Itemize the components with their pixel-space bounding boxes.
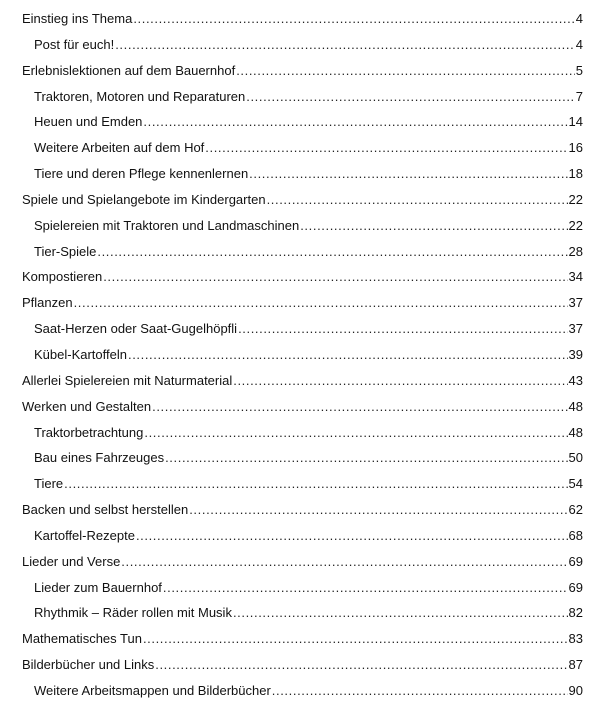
- dot-leader: [272, 678, 568, 704]
- dot-leader: [115, 32, 575, 58]
- dot-leader: [74, 290, 568, 316]
- toc-entry-title: Allerlei Spielereien mit Naturmaterial: [22, 372, 233, 388]
- dot-leader: [121, 549, 567, 575]
- dot-leader: [189, 497, 567, 523]
- toc-entry[interactable]: [22, 316, 583, 342]
- toc-entry-page: 43: [568, 372, 583, 388]
- toc-entry-title: Traktoren, Motoren und Reparaturen: [34, 88, 246, 104]
- toc-entry[interactable]: [22, 342, 583, 368]
- table-of-contents: [22, 6, 583, 704]
- dot-leader: [97, 239, 567, 265]
- dot-leader: [64, 471, 567, 497]
- toc-entry-page: 14: [568, 114, 583, 130]
- toc-entry[interactable]: [22, 523, 583, 549]
- dot-leader: [233, 368, 567, 394]
- toc-entry-page: 48: [568, 424, 583, 440]
- toc-entry[interactable]: [22, 239, 583, 265]
- toc-entry[interactable]: [22, 652, 583, 678]
- toc-entry-title: Saat-Herzen oder Saat-Gugelhöpfli: [34, 321, 238, 337]
- toc-entry-title: Rhythmik – Räder rollen mit Musik: [34, 605, 232, 621]
- toc-entry[interactable]: [22, 32, 583, 58]
- dot-leader: [249, 161, 567, 187]
- toc-entry-page: 62: [568, 502, 583, 518]
- toc-entry-title: Weitere Arbeitsmappen und Bilderbücher: [34, 682, 271, 698]
- toc-entry-title: Kübel-Kartoffeln: [34, 346, 127, 362]
- toc-entry-page: 4: [575, 36, 583, 52]
- dot-leader: [236, 58, 575, 84]
- dot-leader: [128, 342, 568, 368]
- dot-leader: [205, 135, 567, 161]
- toc-entry-page: 90: [568, 682, 583, 698]
- dot-leader: [163, 575, 568, 601]
- toc-entry-page: 18: [568, 166, 583, 182]
- dot-leader: [300, 213, 567, 239]
- toc-entry-title: Bau eines Fahrzeuges: [34, 450, 165, 466]
- toc-entry-page: 5: [575, 62, 583, 78]
- toc-entry-page: 54: [568, 476, 583, 492]
- toc-entry[interactable]: [22, 135, 583, 161]
- toc-entry-title: Werken und Gestalten: [22, 398, 152, 414]
- toc-entry-title: Weitere Arbeiten auf dem Hof: [34, 140, 205, 156]
- toc-entry-page: 37: [568, 295, 583, 311]
- toc-entry[interactable]: [22, 420, 583, 446]
- toc-entry-page: 7: [575, 88, 583, 104]
- toc-entry-page: 69: [568, 579, 583, 595]
- dot-leader: [155, 652, 567, 678]
- toc-entry-title: Erlebnislektionen auf dem Bauernhof: [22, 62, 236, 78]
- toc-entry-page: 22: [568, 191, 583, 207]
- toc-entry-page: 50: [568, 450, 583, 466]
- toc-entry-page: 4: [575, 11, 583, 26]
- toc-entry[interactable]: [22, 394, 583, 420]
- toc-entry-title: Post für euch!: [34, 36, 115, 52]
- toc-entry-page: 28: [568, 243, 583, 259]
- toc-entry[interactable]: [22, 213, 583, 239]
- toc-entry[interactable]: [22, 109, 583, 135]
- toc-entry-title: Kartoffel-Rezepte: [34, 527, 135, 543]
- toc-entry[interactable]: [22, 290, 583, 316]
- toc-entry-page: 68: [568, 527, 583, 543]
- toc-entry-page: 22: [568, 217, 583, 233]
- toc-entry-page: 48: [568, 398, 583, 414]
- toc-entry-page: 34: [568, 269, 583, 285]
- dot-leader: [144, 420, 567, 446]
- toc-entry[interactable]: [22, 58, 583, 84]
- toc-entry-title: Traktorbetrachtung: [34, 424, 144, 440]
- dot-leader: [136, 523, 568, 549]
- toc-entry[interactable]: [22, 264, 583, 290]
- toc-entry-title: Backen und selbst herstellen: [22, 502, 189, 518]
- toc-entry-page: 82: [568, 605, 583, 621]
- dot-leader: [267, 187, 568, 213]
- toc-entry-title: Spiele und Spielangebote im Kindergarten: [22, 191, 266, 207]
- toc-entry[interactable]: [22, 445, 583, 471]
- toc-entry-title: Einstieg ins Thema: [22, 11, 133, 26]
- toc-entry-title: Lieder und Verse: [22, 553, 121, 569]
- toc-entry[interactable]: [22, 626, 583, 652]
- toc-entry-title: Bilderbücher und Links: [22, 657, 155, 673]
- dot-leader: [103, 264, 567, 290]
- toc-entry[interactable]: [22, 678, 583, 704]
- dot-leader: [143, 109, 567, 135]
- toc-entry-title: Mathematisches Tun: [22, 631, 142, 647]
- dot-leader: [133, 6, 574, 32]
- toc-entry-page: 37: [568, 321, 583, 337]
- toc-entry-title: Heuen und Emden: [34, 114, 143, 130]
- toc-entry-title: Lieder zum Bauernhof: [34, 579, 162, 595]
- toc-entry-title: Tiere und deren Pflege kennenlernen: [34, 166, 249, 182]
- toc-entry-page: 39: [568, 346, 583, 362]
- toc-entry-page: 69: [568, 553, 583, 569]
- dot-leader: [143, 626, 568, 652]
- toc-entry-page: 16: [568, 140, 583, 156]
- dot-leader: [238, 316, 567, 342]
- toc-entry-title: Tiere: [34, 476, 64, 492]
- toc-entry[interactable]: [22, 368, 583, 394]
- toc-entry[interactable]: [22, 600, 583, 626]
- toc-entry-title: Spielereien mit Traktoren und Landmaschinen: [34, 217, 300, 233]
- toc-entry-title: Tier-Spiele: [34, 243, 97, 259]
- toc-entry[interactable]: [22, 575, 583, 601]
- toc-entry-title: Pflanzen: [22, 295, 73, 311]
- toc-entry[interactable]: [22, 187, 583, 213]
- toc-entry[interactable]: [22, 549, 583, 575]
- toc-entry[interactable]: [22, 84, 583, 110]
- dot-leader: [233, 600, 568, 626]
- toc-entry-title: Kompostieren: [22, 269, 103, 285]
- toc-entry[interactable]: [22, 6, 583, 32]
- toc-entry[interactable]: [22, 161, 583, 187]
- dot-leader: [165, 445, 567, 471]
- toc-entry-page: 83: [568, 631, 583, 647]
- dot-leader: [246, 84, 575, 110]
- toc-entry[interactable]: [22, 497, 583, 523]
- toc-entry[interactable]: [22, 471, 583, 497]
- dot-leader: [152, 394, 567, 420]
- toc-entry-page: 87: [568, 657, 583, 673]
